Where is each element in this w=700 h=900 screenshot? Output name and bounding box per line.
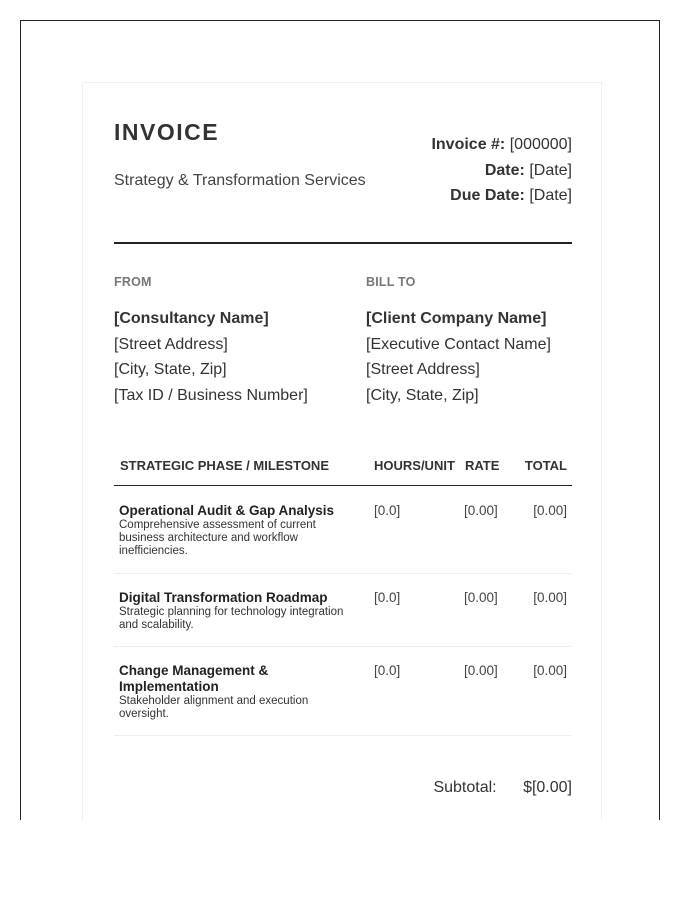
from-street-address: [Street Address] <box>114 335 228 353</box>
bill-to-street-address: [Street Address] <box>366 361 480 378</box>
rate-value: [0.00] <box>464 503 498 518</box>
invoice-meta <box>431 132 572 209</box>
invoice-date-value: [Date] <box>529 161 572 179</box>
total-value: [0.00] <box>533 503 567 518</box>
rate-value: [0.00] <box>464 590 498 605</box>
column-header-hours: HOURS/UNIT <box>374 458 455 473</box>
invoice-due-date-value: [Date] <box>529 187 572 204</box>
invoice-due-date-label: Due Date: <box>450 187 525 204</box>
milestone-name: Change Management & Implementation <box>119 663 269 694</box>
column-header-total: TOTAL <box>524 458 567 473</box>
subtotal-label: Subtotal: <box>433 779 497 796</box>
milestone-name: Digital Transformation Roadmap <box>119 590 328 605</box>
bill-to-company-name: [Client Company Name] <box>366 310 547 327</box>
bill-to-label: BILL TO <box>366 275 416 289</box>
milestone-cell <box>119 503 354 558</box>
invoice-number-line <box>431 132 572 158</box>
rate-value: [0.00] <box>464 663 498 678</box>
from-section <box>114 275 364 408</box>
column-header-rate: RATE <box>465 458 500 473</box>
bill-to-section <box>366 275 586 408</box>
table-row <box>114 487 572 574</box>
header-divider <box>114 242 572 244</box>
hours-value: [0.0] <box>374 663 401 678</box>
hours-value: [0.0] <box>374 590 401 605</box>
milestone-cell <box>119 590 354 632</box>
items-table-header <box>114 456 572 486</box>
from-label: FROM <box>114 275 152 289</box>
invoice-date-line <box>431 158 572 184</box>
bill-to-contact-name: [Executive Contact Name] <box>366 335 551 353</box>
invoice-date-label: Date: <box>484 161 525 179</box>
invoice-due-date-line <box>431 183 572 209</box>
invoice-number-value: [000000] <box>509 136 572 153</box>
invoice-subtitle: Strategy & Transformation Services <box>114 172 366 189</box>
hours-value: [0.0] <box>374 503 401 518</box>
total-value: [0.00] <box>533 663 567 678</box>
document-frame <box>20 20 660 820</box>
table-row <box>114 574 572 647</box>
from-company-name: [Consultancy Name] <box>114 310 269 327</box>
milestone-cell <box>119 663 354 721</box>
table-row <box>114 647 572 736</box>
milestone-description: Comprehensive assessment of current business architecture and workflow inefficiencies. <box>119 519 316 557</box>
invoice-number-label: Invoice #: <box>431 136 506 153</box>
invoice-title: INVOICE <box>114 119 220 145</box>
total-value: [0.00] <box>533 590 567 605</box>
from-tax-id: [Tax ID / Business Number] <box>114 386 308 404</box>
milestone-name: Operational Audit & Gap Analysis <box>119 503 335 518</box>
from-city-state-zip: [City, State, Zip] <box>114 361 227 378</box>
subtotal-value: $[0.00] <box>523 779 572 796</box>
column-header-phase: STRATEGIC PHASE / MILESTONE <box>120 458 329 473</box>
bill-to-city-state-zip: [City, State, Zip] <box>366 386 479 404</box>
subtotal-line <box>433 779 572 797</box>
invoice-page <box>82 82 602 820</box>
milestone-description: Stakeholder alignment and execution oversight. <box>119 695 309 720</box>
milestone-description: Strategic planning for technology integration and scalability. <box>119 606 344 631</box>
